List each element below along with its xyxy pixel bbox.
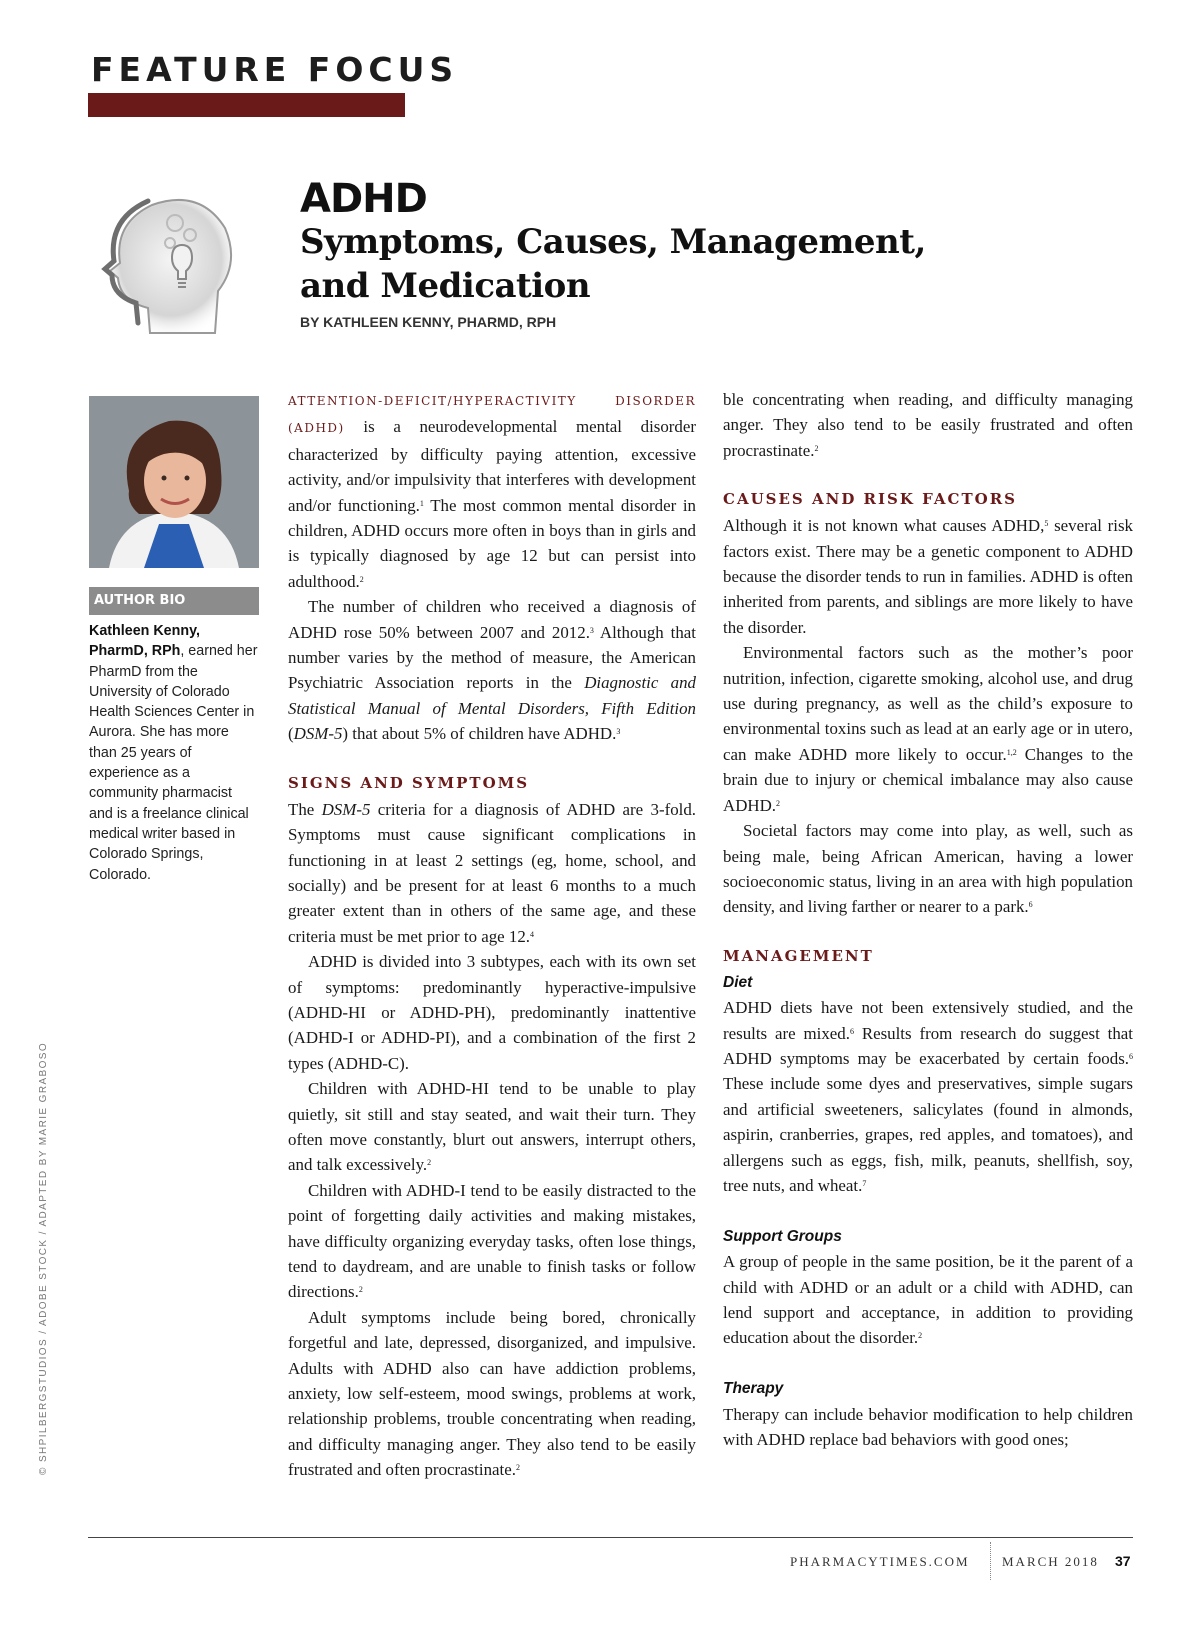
body-paragraph: The DSM-5 criteria for a diagnosis of ADHD are 3-fold. Symptoms must cause significant complications in functioning in at least 2 settings (eg, home, school, and socially) and be present for at least 6 months to a much greater extent than in others of the same age, and these criteria must be met prior to age 12.$^4$ <box>288 799 697 946</box>
footer-rule <box>88 1537 1133 1538</box>
heading-causes-risk-factors: CAUSES AND RISK FACTORS <box>723 490 1018 509</box>
author-bio-body: , earned her PharmD from the University of Colorado Health Sciences Center in Aurora. She has more than 25 years of experience as a community pharmacist and is a freelance clinical medical writer based in Colorado Springs, Colorado. <box>89 643 258 883</box>
author-bio-label: AUTHOR BIO <box>89 587 259 615</box>
byline: BY KATHLEEN KENNY, PHARMD, RPH <box>300 314 557 330</box>
article-column-2 <box>723 387 1133 1452</box>
subtitle-line-1: Symptoms, Causes, Management, <box>300 222 926 262</box>
body-paragraph: Adult symptoms include being bored, chronically forgetful and late, depressed, disorganized, and impulsive. Adults with ADHD also can have addiction problems, anxiety, low self-esteem, mood swings, problems at work, relationship problems, trouble concentrating when reading, and difficulty managing anger. They also tend to be easily frustrated and often procrastinate.$^2$ <box>288 1307 696 1480</box>
author-bio-text <box>89 621 259 885</box>
footer-site: PHARMACYTIMES.COM <box>790 1554 970 1569</box>
continued-paragraph: ble concentrating when reading, and difficulty managing anger. They also tend to be easily frustrated and often procrastinate.$^2$ <box>723 390 1133 460</box>
footer-date: MARCH 2018 <box>1002 1554 1099 1569</box>
subheading-therapy: Therapy <box>723 1380 784 1398</box>
body-paragraph: Therapy can include behavior modification to help children with ADHD replace bad behaviors with good ones; <box>723 1404 1133 1449</box>
page-number: 37 <box>1115 1553 1131 1569</box>
body-paragraph: The number of children who received a diagnosis of ADHD rose 50% between 2007 and 2012.$^3$ Although that number varies by the method of measure, the American Psychiatric Association reports in the Diagnostic and Statistical Manual of Mental Disorders, Fifth Edition (DSM-5) that about 5% of children have ADHD.$^3$ <box>288 597 696 744</box>
body-paragraph: ADHD is divided into 3 subtypes, each with its own set of symptoms: predominantly hyperactive-impulsive (ADHD-HI or ADHD-PH), predominantly inattentive (ADHD-I or ADHD-PI), and a combination of the first 2 types (ADHD-C). <box>288 952 696 1073</box>
body-paragraph: Environmental factors such as the mother’s poor nutrition, infection, cigarette smoking, alcohol use, and drug use during pregnancy, as well as the child’s exposure to environmental toxins such as lead at an early age or in utero, can make ADHD more likely to occur.$^{1,2}$ Changes to the brain due to injury or chemical imbalance may also cause ADHD.$^2$ <box>723 643 1133 815</box>
body-paragraph: A group of people in the same position, be it the parent of a child with ADHD or an adult or a child with ADHD, can lend support and acceptance, in addition to providing education about the disorder.$^2$ <box>723 1252 1133 1348</box>
footer-divider <box>990 1542 991 1580</box>
lead-in: ATTENTION-DEFICIT/HYPERACTIVITY DISORDER (ADHD) <box>288 394 696 436</box>
heading-management: MANAGEMENT <box>723 946 874 965</box>
spacer <box>723 1198 1133 1223</box>
subheading-diet: Diet <box>723 973 753 991</box>
article-title: ADHD <box>300 176 427 222</box>
body-paragraph: Although it is not known what causes ADHD,$^5$ several risk factors exist. There may be a genetic component to ADHD because the disorder tends to run in families. ADHD is often inherited from parents, and siblings are more likely to have the disorder. <box>723 516 1133 637</box>
section-label: FEATURE FOCUS <box>91 50 459 89</box>
photo-credit: © SHPILBERGSTUDIOS / ADOBE STOCK / ADAPTED BY MARIE GRABOSO <box>38 1041 49 1475</box>
article-subtitle <box>300 220 980 308</box>
spacer <box>723 1351 1133 1376</box>
article-column-1 <box>288 387 697 1480</box>
subheading-support-groups: Support Groups <box>723 1227 842 1245</box>
heading-signs-symptoms: SIGNS AND SYMPTOMS <box>288 773 530 792</box>
author-name: Kathleen Kenny, PharmD, RPh <box>89 623 200 660</box>
body-paragraph: Children with ADHD-HI tend to be unable to play quietly, sit still and stay seated, and wait their turn. They often move constantly, blurt out answers, interrupt others, and talk excessively.$^2$ <box>288 1079 696 1175</box>
subtitle-line-2: and Medication <box>300 266 591 306</box>
body-paragraph: ADHD diets have not been extensively studied, and the results are mixed.$^6$ Results from research do suggest that ADHD symptoms may be exacerbated by certain foods.$^6$ These include some dyes and preservatives, simple sugars and artificial sweeteners, salicylates (found in almonds, aspirin, cranberries, grapes, red apples, and tomatoes), and allergens such as eggs, fish, milk, peanuts, shellfish, soy, tree nuts, and wheat.$^7$ <box>723 998 1133 1195</box>
body-paragraph: Societal factors may come into play, as well, such as being male, being African American, having a lower socioeconomic status, living in an area with high population density, and living farther or nearer to a park.$^6$ <box>723 821 1133 917</box>
author-photo <box>89 396 259 568</box>
body-paragraph: Children with ADHD-I tend to be easily distracted to the point of forgetting daily activities and making mistakes, have difficulty organizing everyday tasks, often lose things, tend to daydream, and are unable to finish tasks or follow directions.$^2$ <box>288 1180 696 1302</box>
head-illustration <box>90 183 250 343</box>
intro-paragraph: ATTENTION-DEFICIT/HYPERACTIVITY DISORDER (ADHD) is a neurodevelopmental mental disorder characterized by difficulty paying attention, excessive activity, and/or impulsivity that interferes with development and/or functioning.$^1$ The most common mental disorder in children, ADHD occurs more often in boys than in girls and is typically diagnosed by age 12 but can persist into adulthood.$^2$ <box>288 394 696 591</box>
section-bar <box>88 93 405 117</box>
